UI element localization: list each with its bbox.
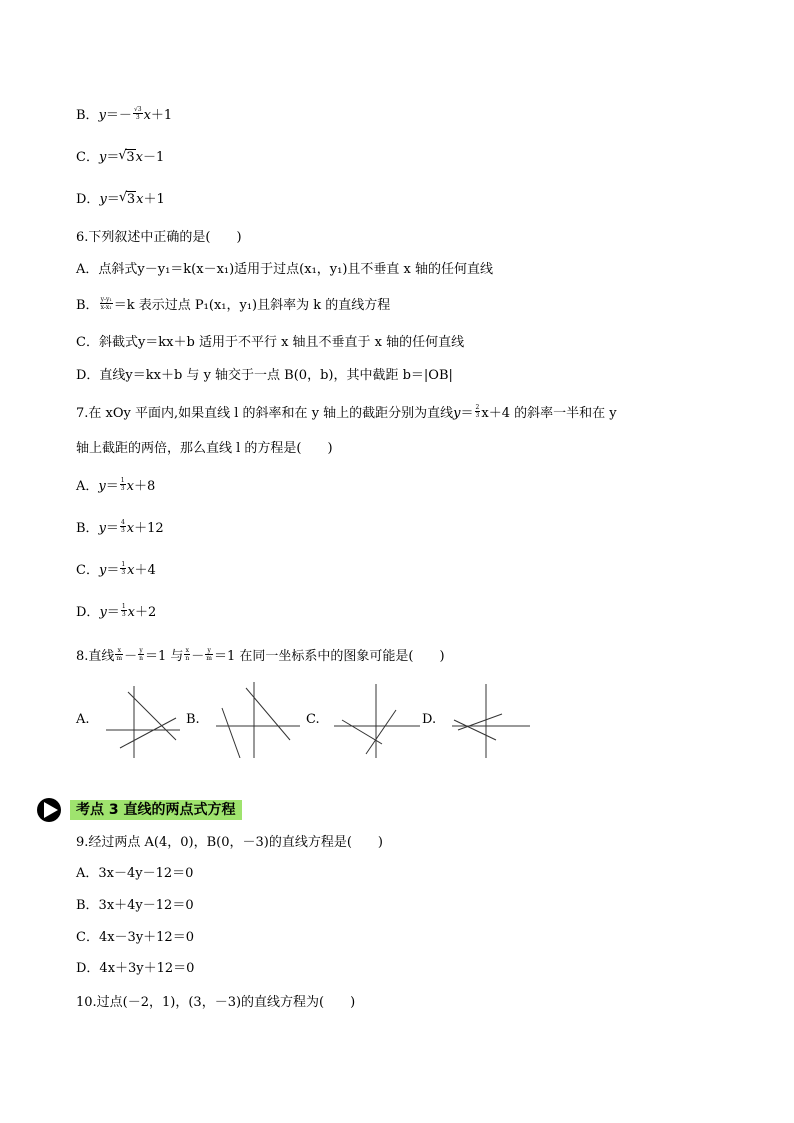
q7-stem-line1: 7.在 xOy 平面内,如果直线 l 的斜率和在 y 轴上的截距分别为直线y＝ $\frac{2}{3}$ x＋4 的斜率一半和在 y [76,404,617,421]
q7-option-d: D．y＝ $\frac{1}{3}$ x＋2 [76,603,157,620]
q8-graphs [76,678,546,758]
q8-label-b: B. [186,712,200,727]
q8-graph-c [334,684,420,758]
graph-a-line-2 [120,718,176,748]
q9-stem: 9.经过两点 A(4，0)，B(0，－3)的直线方程是( ) [76,835,383,850]
q8-label-d: D. [422,712,437,727]
graph-b-line-1 [246,688,290,740]
q8-graph-b [216,682,300,758]
q8-graph-a [106,686,180,758]
q8-stem-part3: ＝1 在同一坐标系中的图象可能是( ) [214,649,445,664]
q8-stem-part1: 8.直线 [76,649,115,664]
q7-option-a: A．y＝ $\frac{1}{3}$ x＋8 [76,477,156,494]
section-title: 考点 3 直线的两点式方程 [70,800,242,820]
q9-option-b: B．3x＋4y－12＝0 [76,898,194,913]
q7-option-b-label: B． [76,521,99,536]
q6-option-d: D．直线y＝kx＋b 与 y 轴交于一点 B(0，b)，其中截距 b＝|OB| [76,368,453,383]
q8-stem-part2: ＝1 与 [145,649,184,664]
q8-label-a: A. [76,712,90,727]
q6-option-b: B． $\frac{\text{y-y₁}}{\text{x-x₁}}$ ＝k 表示过点 P₁(x₁，y₁)且斜率为 k 的直线方程 [76,296,391,313]
q8-graph-d [452,684,530,758]
q7-stem-part2: x＋4 的斜率一半和在 y [481,406,617,421]
q7-option-d-label: D． [76,605,100,620]
q7-option-c-label: C． [76,563,99,578]
graph-d-line-1 [454,720,496,740]
q5-option-b-label: B． [76,108,99,123]
q5-option-c-label: C． [76,150,99,165]
q7-option-a-label: A． [76,479,99,494]
q5-option-d-label: D． [76,192,100,207]
q9-option-c: C．4x－3y＋12＝0 [76,930,194,945]
q6-option-b-text: ＝k 表示过点 P₁(x₁，y₁)且斜率为 k 的直线方程 [113,298,391,313]
q6-option-c: C．斜截式y＝kx＋b 适用于不平行 x 轴且不垂直于 x 轴的任何直线 [76,335,465,350]
graph-a-line-1 [128,692,176,740]
q6-option-b-label: B． [76,298,99,313]
q8-label-c: C. [306,712,320,727]
q7-option-c: C．y＝ $\frac{1}{3}$ x＋4 [76,561,156,578]
q7-option-b: B．y＝ $\frac{4}{3}$ x＋12 [76,519,164,536]
q7-stem-line2: 轴上截距的两倍，那么直线 l 的方程是( ) [76,441,333,456]
q10-stem: 10.过点(－2，1)，(3，－3)的直线方程为( ) [76,995,356,1010]
q6-option-a: A．点斜式y－y₁＝k(x－x₁)适用于过点(x₁，y₁)且不垂直 x 轴的任何直线 [76,262,494,277]
q5-option-d: D．y＝√ 3x＋1 [76,191,165,209]
graph-c-line-2 [366,710,396,754]
q5-option-c: C．y＝√ 3x－1 [76,149,164,167]
graph-b-line-2 [222,708,240,758]
q9-option-d: D．4x＋3y＋12＝0 [76,961,195,976]
q6-stem: 6.下列叙述中正确的是( ) [76,230,242,245]
q9-option-a: A．3x－4y－12＝0 [76,866,194,881]
q7-stem-part1: 7.在 xOy 平面内,如果直线 l 的斜率和在 y 轴上的截距分别为直线 [76,406,454,421]
q8-stem: 8.直线 $\frac{x}{m}$ － $\frac{y}{n}$ ＝1 与 $\frac{x}{n}$ － $\frac{y}{m}$ ＝1 在同一坐标系中的图象可能是( ) [76,647,445,664]
q5-option-b: B．y＝－ $\frac{√3}{3}$ x＋1 [76,106,173,123]
graph-d-line-2 [458,714,502,730]
